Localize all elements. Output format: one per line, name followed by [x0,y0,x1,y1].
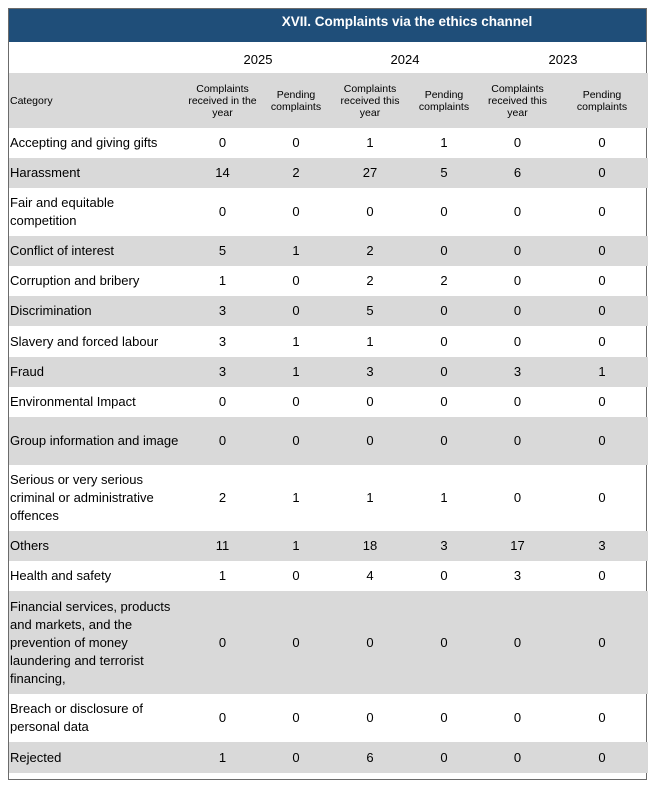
cell-received-2023: 0 [513,333,522,349]
cell-pending-2024: 3 [409,531,479,561]
year-2025-label: 2025 [243,52,273,67]
cell-received-2024: 0 [331,417,409,465]
table-row [9,296,648,326]
cell-received-2024: 27 [331,158,409,188]
header-received-2024: Complaints received this year [331,73,409,128]
cell-pending-2024: 1 [440,135,448,150]
cell-received-2023: 0 [479,742,556,773]
cell-received-2025: 1 [184,742,261,773]
row-category: Others [9,531,184,561]
table-row [9,465,648,531]
cell-received-2024: 1 [366,490,374,505]
year-2024-label: 2024 [390,52,420,67]
cell-received-2023: 0 [479,296,556,326]
cell-pending-2024: 1 [440,490,448,505]
cell-pending-2024: 0 [409,236,479,266]
cell-received-2024: 4 [366,568,374,583]
table-row [9,417,648,465]
row-category: Slavery and forced labour [10,333,159,349]
cell-pending-2023: 0 [598,568,606,583]
ethics-complaints-table-frame [8,8,647,780]
cell-pending-2025: 0 [292,394,300,409]
table-row [9,326,648,357]
cell-pending-2024: 5 [409,158,479,188]
cell-received-2025: 11 [184,531,261,561]
cell-pending-2025: 0 [292,273,300,288]
cell-received-2023: 17 [479,531,556,561]
row-category: Group information and image [9,417,184,465]
cell-received-2024: 0 [366,394,374,409]
table-row [9,158,648,188]
cell-received-2023: 0 [513,710,522,725]
cell-received-2025: 0 [218,394,227,409]
table-row [9,531,648,561]
cell-received-2024: 3 [331,357,409,387]
header-pending-2024: Pending complaints [409,73,479,128]
table-row [9,387,648,417]
cell-pending-2023: 3 [556,531,648,561]
row-category: Serious or very serious criminal or administrative offences [10,472,154,523]
cell-pending-2024: 2 [440,273,448,288]
cell-received-2024: 1 [366,135,374,150]
header-received-2025: Complaints received in the year [184,73,261,128]
table-row [9,561,648,591]
cell-received-2023: 0 [513,394,522,409]
cell-received-2025: 1 [218,568,227,583]
cell-pending-2025: 1 [261,236,331,266]
cell-pending-2025: 0 [261,296,331,326]
row-category: Fraud [9,357,184,387]
column-header-row [9,73,648,128]
cell-pending-2024: 0 [440,204,448,219]
cell-received-2025: 0 [184,591,261,694]
cell-pending-2024: 0 [409,742,479,773]
complaints-table [9,73,648,773]
cell-pending-2024: 0 [409,591,479,694]
cell-received-2025: 2 [218,490,227,505]
cell-pending-2023: 0 [556,236,648,266]
cell-pending-2024: 0 [440,394,448,409]
cell-pending-2024: 0 [409,417,479,465]
cell-received-2025: 3 [184,357,261,387]
cell-pending-2023: 0 [598,204,606,219]
cell-pending-2023: 0 [598,490,606,505]
cell-received-2024: 6 [331,742,409,773]
year-2023-label: 2023 [548,52,578,67]
cell-received-2024: 18 [331,531,409,561]
row-category: Discrimination [9,296,184,326]
cell-received-2023: 0 [479,236,556,266]
cell-received-2025: 0 [218,135,227,150]
cell-received-2023: 0 [513,135,522,150]
table-row [9,188,648,236]
cell-received-2024: 1 [366,333,374,349]
cell-received-2025: 0 [184,417,261,465]
cell-pending-2023: 0 [598,710,606,725]
cell-pending-2023: 0 [556,742,648,773]
row-category: Harassment [9,158,184,188]
cell-pending-2025: 0 [261,742,331,773]
cell-received-2023: 0 [513,490,522,505]
cell-pending-2025: 0 [292,568,300,583]
cell-received-2025: 0 [218,710,227,725]
cell-pending-2025: 0 [292,710,300,725]
header-category: Category [9,73,184,128]
cell-pending-2025: 0 [292,135,300,150]
cell-pending-2024: 0 [409,296,479,326]
cell-received-2025: 3 [184,296,261,326]
cell-received-2025: 0 [218,204,227,219]
row-category: Conflict of interest [9,236,184,266]
cell-pending-2023: 1 [556,357,648,387]
row-category: Fair and equitable competition [10,195,115,228]
row-category: Rejected [9,742,184,773]
cell-pending-2025: 0 [292,204,300,219]
row-category: Breach or disclosure of personal data [10,701,143,734]
header-pending-2025: Pending complaints [261,73,331,128]
cell-received-2023: 0 [479,591,556,694]
cell-received-2024: 0 [366,710,374,725]
cell-pending-2023: 0 [598,135,606,150]
table-row [9,591,648,694]
cell-pending-2024: 0 [440,568,448,583]
cell-pending-2024: 0 [440,333,448,349]
row-category: Health and safety [10,568,112,583]
header-pending-2023: Pending complaints [556,73,648,128]
table-row [9,694,648,742]
cell-received-2025: 14 [184,158,261,188]
cell-received-2024: 2 [331,236,409,266]
year-header-row [9,42,646,72]
cell-received-2024: 0 [331,591,409,694]
cell-pending-2023: 0 [556,158,648,188]
cell-pending-2025: 0 [261,417,331,465]
row-category: Environmental Impact [10,394,136,409]
row-category: Accepting and giving gifts [10,135,158,150]
header-received-2023: Complaints received this year [479,73,556,128]
cell-received-2025: 5 [184,236,261,266]
cell-received-2025: 1 [218,273,227,288]
cell-received-2024: 0 [366,204,374,219]
row-category: Financial services, products and markets, and the prevention of money laundering and terrorist financing, [9,591,184,694]
cell-received-2024: 2 [366,273,374,288]
cell-pending-2025: 1 [292,333,300,349]
cell-pending-2023: 0 [598,333,606,349]
cell-pending-2025: 2 [261,158,331,188]
table-row [9,236,648,266]
table-row [9,742,648,773]
table-row [9,128,648,158]
cell-pending-2025: 1 [261,531,331,561]
title-bar [9,9,646,42]
cell-received-2023: 0 [479,417,556,465]
table-title: XVII. Complaints via the ethics channel [281,14,533,29]
cell-pending-2023: 0 [556,591,648,694]
cell-pending-2024: 0 [440,710,448,725]
cell-pending-2024: 0 [409,357,479,387]
cell-received-2023: 6 [479,158,556,188]
cell-pending-2025: 1 [292,490,300,505]
cell-received-2023: 0 [513,273,522,288]
cell-pending-2023: 0 [556,296,648,326]
cell-pending-2023: 0 [598,273,606,288]
cell-pending-2025: 1 [261,357,331,387]
cell-received-2023: 0 [513,204,522,219]
cell-pending-2023: 0 [598,394,606,409]
cell-pending-2025: 0 [261,591,331,694]
table-row [9,357,648,387]
cell-pending-2023: 0 [556,417,648,465]
cell-received-2023: 3 [479,357,556,387]
table-row [9,266,648,296]
row-category: Corruption and bribery [10,273,140,288]
cell-received-2024: 5 [331,296,409,326]
cell-received-2023: 3 [513,568,522,583]
cell-received-2025: 3 [218,333,227,349]
